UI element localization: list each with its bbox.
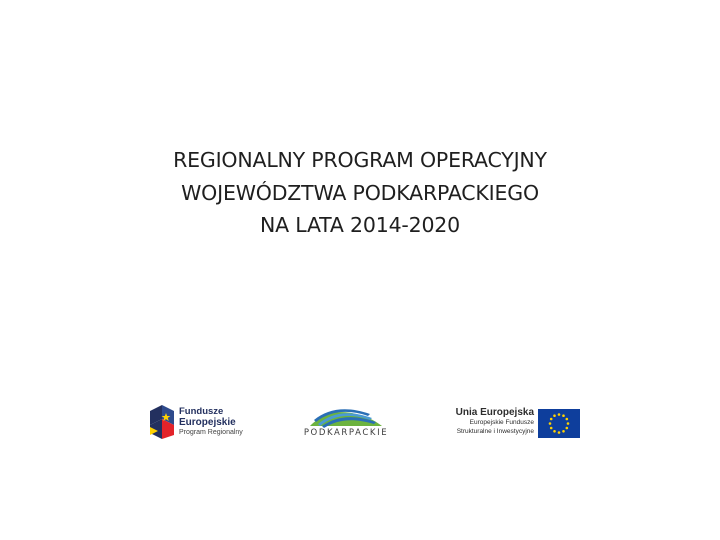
slide-title <box>0 144 720 242</box>
podkarpackie-wordmark: PODKARPACKIE <box>303 428 389 438</box>
fe-line-3: Program Regionalny <box>179 429 243 436</box>
podkarpackie-logo <box>296 406 396 442</box>
ue-line-2: Europejskie Fundusze <box>469 419 534 426</box>
title-line-1: REGIONALNY PROGRAM OPERACYJNY <box>173 148 547 172</box>
unia-europejska-text <box>448 407 534 436</box>
podkarpackie-hills-icon <box>296 406 396 428</box>
ue-line-3: Strukturalne i Inwestycyjne <box>456 427 534 435</box>
eu-flag-icon <box>538 409 580 438</box>
title-line-2: WOJEWÓDZTWA PODKARPACKIEGO <box>181 180 539 205</box>
fundusze-europejskie-logo <box>150 404 260 444</box>
fundusze-europejskie-text <box>179 406 243 438</box>
fe-line-1: Fundusze <box>179 406 224 417</box>
unia-europejska-logo <box>448 406 582 442</box>
title-line-3: NA LATA 2014-2020 <box>259 213 460 237</box>
ue-line-1: Unia Europejska <box>455 407 534 418</box>
fundusze-europejskie-star-icon <box>150 405 176 441</box>
fe-line-2: Europejskie <box>179 417 236 428</box>
